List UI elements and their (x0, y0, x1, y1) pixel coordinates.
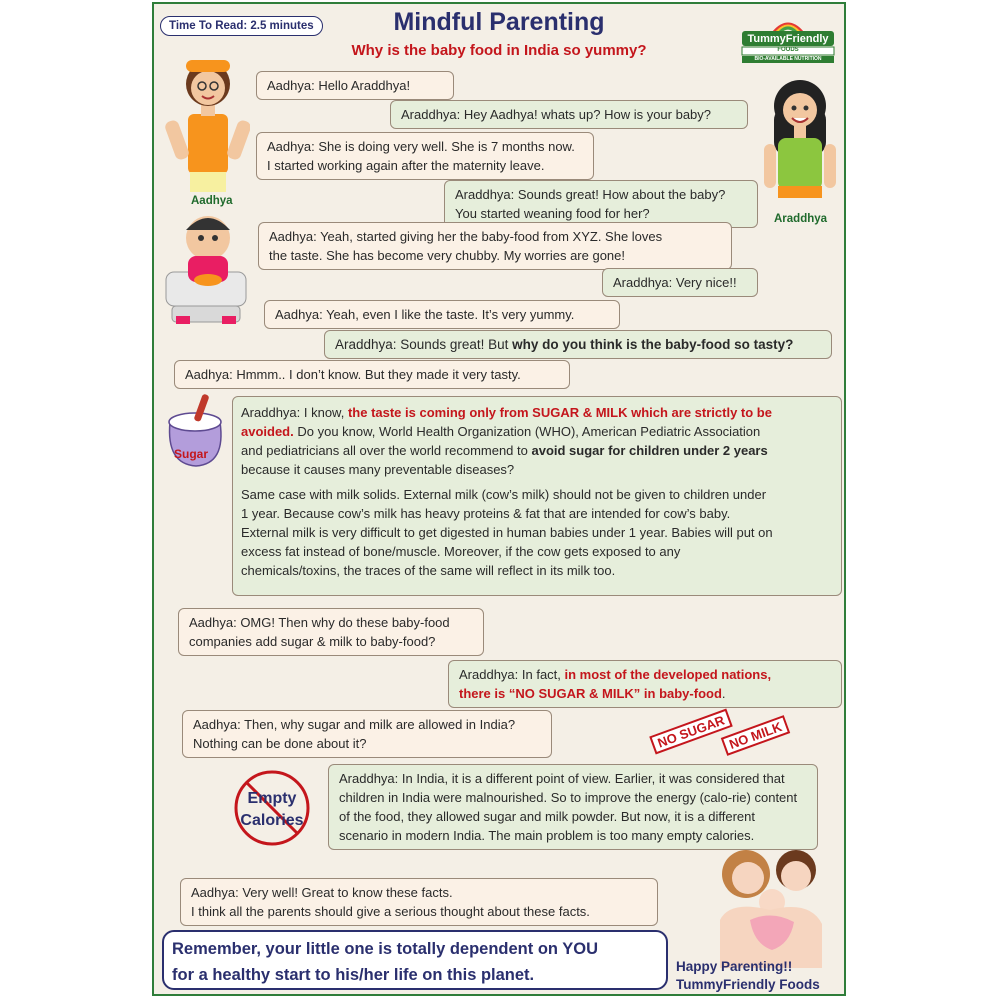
bubble-line: Aadhya: Very well! Great to know these facts. (191, 885, 453, 900)
sugar-label: Sugar (174, 447, 209, 461)
bubble-line: Aadhya: Yeah, started giving her the baby-food from XYZ. She loves (269, 229, 663, 244)
chat-bubble-araddhya-2 (444, 180, 758, 228)
bubble-text-bold: avoid sugar for children under 2 years (531, 443, 768, 458)
logo-brand: TummyFriendly (747, 33, 829, 45)
signoff-line1: Happy Parenting!! (676, 959, 793, 974)
bubble-text: Araddhya: In fact, (459, 667, 565, 682)
bubble-line: Aadhya: She is doing very well. She is 7 months now. (267, 139, 575, 154)
chat-bubble-araddhya-6 (448, 660, 842, 708)
reminder-box (162, 930, 668, 990)
chat-bubble-araddhya-1: Araddhya: Hey Aadhya! whats up? How is your baby? (390, 100, 748, 129)
bubble-text: . (721, 686, 726, 701)
chat-bubble-araddhya-3: Araddhya: Very nice!! (602, 268, 758, 297)
baby-in-high-chair-illustration (162, 212, 252, 328)
araddhya-name-label: Araddhya (774, 213, 828, 225)
page-subtitle: Why is the baby food in India so yummy? (351, 42, 647, 59)
bubble-text: Araddhya: Sounds great! But (335, 337, 513, 352)
bubble-text: Do you know, World Health Organization (WHO), American Pediatric Association and pediatricians all over the world recommend to (241, 424, 761, 458)
poster (152, 2, 846, 996)
chat-bubble-aadhya-2 (256, 132, 594, 180)
chat-bubble-aadhya-7 (182, 710, 552, 758)
bubble-line (459, 684, 831, 703)
bubble-paragraph (241, 403, 833, 479)
logo-foods: FOODS (777, 47, 799, 53)
reminder-line1: Remember, your little one is totally dependent on YOU (172, 940, 599, 958)
no-milk-stamp: NO MILK (721, 715, 790, 756)
bubble-line: the taste. She has become very chubby. My worries are gone! (269, 248, 625, 263)
bubble-line: Araddhya: Sounds great! How about the baby? (455, 187, 726, 202)
empty-label-line1: Empty (247, 790, 297, 807)
bubble-line: Aadhya: Then, why sugar and milk are allowed in India? (193, 717, 516, 732)
bubble-line: You started weaning food for her? (455, 206, 650, 221)
tummyfriendly-logo (740, 14, 836, 64)
bubble-text-bold: why do you think is the baby-food so tasty? (512, 337, 794, 352)
bubble-text-highlight: the taste is coming only from SUGAR & MILK which are strictly to be avoided. (241, 405, 772, 439)
bubble-text: Araddhya: I know, (241, 405, 348, 420)
bubble-text-highlight: in most of the developed nations, (564, 667, 772, 682)
chat-bubble-aadhya-4: Aadhya: Yeah, even I like the taste. It’s very yummy. (264, 300, 620, 329)
aadhya-character-illustration (160, 44, 250, 194)
bubble-line: I started working again after the maternity leave. (267, 158, 545, 173)
page-title: Mindful Parenting (393, 8, 605, 36)
parents-with-baby-illustration (710, 840, 830, 970)
bubble-text-highlight: there is “NO SUGAR & MILK” in baby-food (459, 686, 722, 701)
bubble-paragraph: Same case with milk solids. External milk (cow’s milk) should not be given to children under 1 year. Because cow’s milk has heavy proteins & fat that are intended for cow’s baby. External milk is very difficult to get digested in human babies under 1 year. Babies will put on excess fat instead of bone/muscle. Moreover, if the cow gets exposed to any chemicals/toxins, the traces of the same will reflect in its milk too. (241, 487, 773, 578)
chat-bubble-aadhya-1: Aadhya: Hello Araddhya! (256, 71, 454, 100)
signoff (676, 958, 820, 994)
aadhya-name-label: Aadhya (191, 195, 233, 207)
araddhya-character-illustration (758, 70, 842, 220)
empty-calories-label (232, 788, 312, 832)
logo-tagline: BIO-AVAILABLE NUTRITION (754, 56, 822, 62)
no-sugar-stamp: NO SUGAR (649, 709, 733, 755)
empty-label-line2: Calories (240, 812, 304, 829)
signoff-line2: TummyFriendly Foods (676, 977, 820, 992)
time-to-read-badge: Time To Read: 2.5 minutes (160, 16, 323, 36)
chat-bubble-aadhya-3 (258, 222, 732, 270)
bubble-line: I think all the parents should give a serious thought about these facts. (191, 904, 590, 919)
chat-bubble-aadhya-6 (178, 608, 484, 656)
bubble-line: companies add sugar & milk to baby-food? (189, 634, 436, 649)
chat-bubble-araddhya-5 (232, 396, 842, 596)
bubble-line: Aadhya: OMG! Then why do these baby-food (189, 615, 450, 630)
reminder-line2: for a healthy start to his/her life on this planet. (172, 966, 535, 984)
bubble-text: because it causes many preventable diseases? (241, 462, 515, 477)
chat-bubble-aadhya-5: Aadhya: Hmmm.. I don’t know. But they made it very tasty. (174, 360, 570, 389)
chat-bubble-araddhya-4 (324, 330, 832, 359)
bubble-line: Nothing can be done about it? (193, 736, 367, 751)
chat-bubble-aadhya-8 (180, 878, 658, 926)
bubble-line (459, 665, 831, 684)
chat-bubble-araddhya-7: Araddhya: In India, it is a different point of view. Earlier, it was considered that children in India were malnourished. So to improve the energy (calo-rie) content of the food, they allowed sugar and milk powder. But now, it is a different scenario in modern India. The main problem is too many empty calories. (328, 764, 818, 850)
